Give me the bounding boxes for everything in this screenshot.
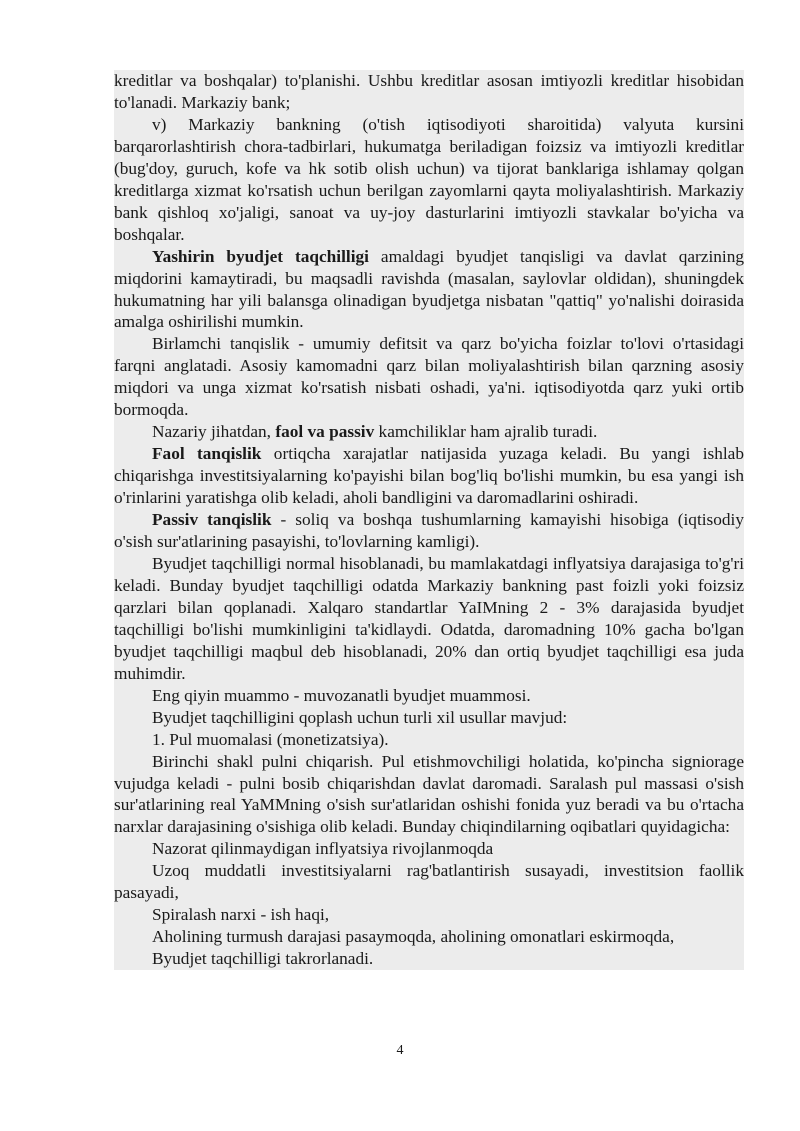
paragraph-credits-end: kreditlar va boshqalar) to'planishi. Ushbu kreditlar asosan imtiyozli kreditlar hisobidan to'lanadi. Markaziy bank;	[114, 71, 744, 112]
term-passive-deficit: Passiv tanqislik	[152, 510, 272, 530]
term-active-passive: faol va passiv	[275, 422, 375, 442]
consequence-recurring-deficit: Byudjet taqchilligi takrorlanadi.	[152, 949, 374, 969]
consequence-inflation: Nazorat qilinmaydigan inflyatsiya rivojlanmoqda	[152, 839, 494, 859]
paragraph-active-deficit: Faol tanqislik ortiqcha xarajatlar natijasida yuzaga keladi. Bu yangi ishlab chiqarishga investitsiyalarning ko'payishi bilan bog'liq bo'lishi mumkin, bu esa yangi ish o'rinlarini yaratishga olib keladi, aholi bandligini va daromadlarini oshiradi.	[114, 444, 744, 508]
paragraph-methods-intro: Byudjet taqchilligini qoplash uchun turli xil usullar mavjud:	[152, 707, 568, 727]
consequence-investment: Uzoq muddatli investitsiyalarni rag'batlantirish susayadi, investitsion faollik pasayadi,	[114, 861, 744, 903]
paragraph-central-bank-measures: v) Markaziy bankning (o'tish iqtisodiyoti sharoitida) valyuta kursini barqarorlashtirish chora-tadbirlari, hukumatga beriladigan foizsiz va imtiyozli kreditlar (bug'doy, guruch, kofe va hk sotib olish uchun) va tijorat banklariga ishlamay qolgan kreditlarga xizmat ko'rsatish uchun berilgan zayomlarni qayta moliyalashtirish. Markaziy bank qishloq xo'jaligi, sanoat va uy-joy dasturlarini imtiyozli stavkalar bo'yicha va boshqalar.	[114, 114, 744, 244]
term-active-deficit: Faol tanqislik	[152, 444, 262, 464]
paragraph-hidden-deficit: Yashirin byudjet taqchilligi amaldagi byudjet tanqisligi va davlat qarzining miqdorini kamaytiradi, bu maqsadli ravishda (masalan, saylovlar oldidan), shuningdek hukumatning har yili balansga olinadigan byudjetga nisbatan "qattiq" yo'nalishi doirasida amalga oshirilishi mumkin.	[114, 246, 744, 332]
document-body	[114, 70, 744, 970]
paragraph-money-issue: Birinchi shakl pulni chiqarish. Pul etishmovchiligi holatida, ko'pincha signiorage vujudga keladi - pulni bosib chiqarishdan davlat daromadi. Saralash pul massasi o'sish sur'atlarining real YaMMning o'sish sur'atlaridan oshishi fonida yuz beradi va bu o'rtacha narxlar darajasining o'sishiga olib keladi. Bunday chiqindilarning oqibatlari quyidagicha:	[114, 751, 744, 837]
paragraph-active-passive-intro: Nazariy jihatdan, faol va passiv kamchiliklar ham ajralib turadi.	[152, 422, 598, 442]
page-number: 4	[396, 1043, 404, 1058]
list-item-monetization: 1. Pul muomalasi (monetizatsiya).	[152, 729, 389, 749]
paragraph-primary-deficit: Birlamchi tanqislik - umumiy defitsit va qarz bo'yicha foizlar to'lovi o'rtasidagi farqni anglatadi. Asosiy kamomadni qarz bilan moliyalashtirish bilan qarzning asosiy miqdori va unga xizmat ko'rsatish nisbati oshadi, ya'ni. iqtisodiyotda qarz yuki ortib bormoqda.	[114, 334, 744, 420]
consequence-wage-spiral: Spiralash narxi - ish haqi,	[152, 905, 330, 925]
term-hidden-deficit: Yashirin byudjet taqchilligi	[152, 246, 369, 266]
paragraph-passive-deficit: Passiv tanqislik - soliq va boshqa tushumlarning kamayishi hisobiga (iqtisodiy o'sish sur'atlarining pasayishi, to'lovlarning kamligi).	[114, 510, 744, 552]
paragraph-hardest-problem: Eng qiyin muammo - muvozanatli byudjet muammosi.	[152, 685, 531, 705]
consequence-living-standards: Aholining turmush darajasi pasaymoqda, aholining omonatlari eskirmoqda,	[152, 927, 675, 947]
paragraph-normal-deficit: Byudjet taqchilligi normal hisoblanadi, bu mamlakatdagi inflyatsiya darajasiga to'g'ri keladi. Bunday byudjet taqchilligi odatda Markaziy bankning past foizli yoki foizsiz qarzlari bilan qoplanadi. Xalqaro standartlar YaIMning 2 - 3% darajasida byudjet taqchilligi bo'lishi mumkinligini ta'kidlaydi. Odatda, daromadning 10% gacha bo'lgan byudjet taqchilligi maqbul deb hisoblanadi, 20% dan ortiq byudjet taqchilligi esa juda muhimdir.	[114, 553, 744, 683]
